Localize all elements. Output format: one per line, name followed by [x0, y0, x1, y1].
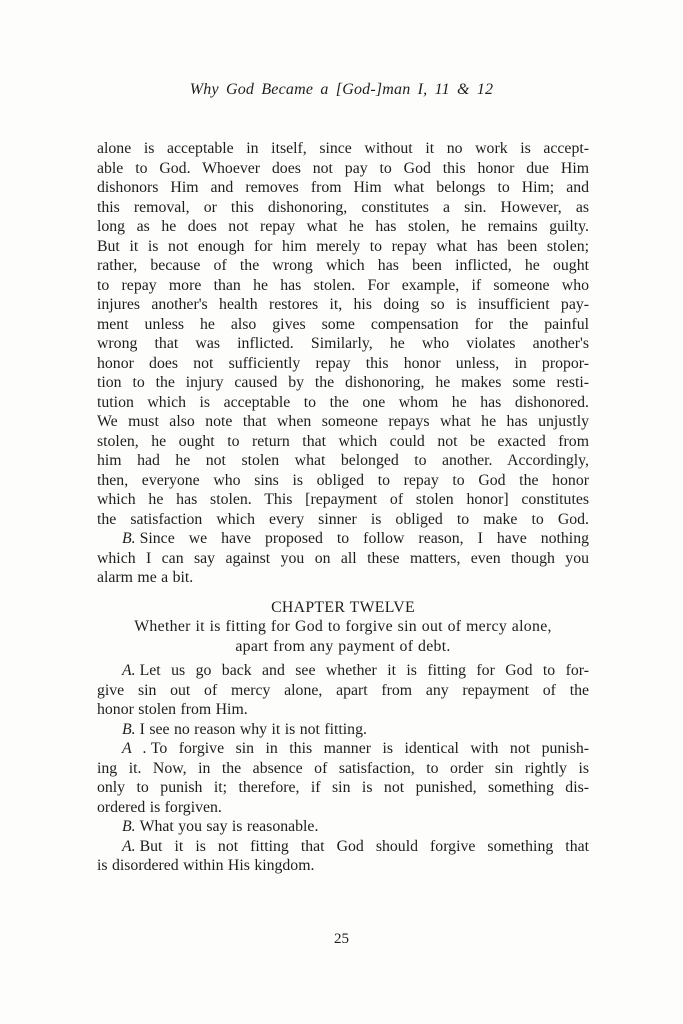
text-line: [97, 471, 589, 491]
text-line: [97, 354, 589, 374]
text-line: [97, 334, 589, 354]
line-text: But it is not enough for him merely to repay what has been stolen;: [97, 237, 589, 255]
running-header: Why God Became a [God-]man I, 11 & 12: [189, 81, 494, 98]
text-line: [97, 432, 589, 452]
text-line: [97, 817, 589, 837]
line-text: Let us go back and see whether it is fitting for God to for-: [139, 662, 589, 679]
line-text: apart from any payment of debt.: [235, 637, 451, 655]
line-text: tution which is acceptable to the one whom he has dishonored.: [97, 393, 589, 411]
text-line: [97, 217, 589, 237]
line-text: ment unless he also gives some compensation for the painful: [97, 315, 589, 333]
line-text: which I can say against you on all these matters, even though you: [97, 549, 589, 567]
line-text: which he has stolen. This [repayment of stolen honor] constitutes: [97, 491, 589, 508]
speaker-label: B.: [122, 818, 136, 835]
chapter-heading-line: [97, 598, 589, 618]
text-line: [97, 393, 589, 413]
line-text: this removal, or this dishonoring, constitutes a sin. However, as: [97, 198, 589, 216]
text-block: [97, 139, 589, 876]
line-text: CHAPTER TWELVE: [271, 598, 415, 616]
text-line: [97, 373, 589, 393]
line-text: only to punish it; therefore, if sin is not punished, something dis-: [97, 779, 589, 796]
line-text: To forgive sin in this manner is identical with not punish-: [150, 740, 590, 757]
text-line: [97, 529, 589, 549]
text-line: [97, 276, 589, 296]
line-text: But it is not fitting that God should forgive something that: [139, 837, 589, 855]
text-line: [97, 178, 589, 198]
line-text: honor does not sufficiently repay this honor unless, in propor-: [97, 354, 589, 372]
line-text: alarm me a bit.: [97, 569, 194, 586]
text-line: [97, 315, 589, 335]
line-text: is disordered within His kingdom.: [97, 857, 315, 874]
text-line: [97, 237, 589, 257]
text-line: [97, 295, 589, 315]
line-text: ordered is forgiven.: [97, 798, 222, 816]
line-text: Since we have proposed to follow reason, I have nothing: [139, 530, 589, 547]
line-text: him had he not stolen what belonged to another. Accordingly,: [97, 452, 589, 469]
line-text: tion to the injury caused by the dishonoring, he makes some resti-: [97, 374, 589, 391]
line-text: injures another's health restores it, his doing so is insufficient pay-: [97, 296, 589, 313]
line-text: We must also note that when someone repays what he has unjustly: [97, 413, 589, 430]
speaker-label: B.: [122, 720, 136, 738]
line-text: long as he does not repay what he has stolen, he remains guilty.: [97, 218, 589, 235]
text-line: [97, 256, 589, 276]
speaker-label: B.: [122, 530, 136, 547]
text-line: [97, 837, 589, 857]
text-line: [97, 700, 589, 720]
line-text: wrong that was inflicted. Similarly, he who violates another's: [97, 335, 589, 352]
text-line: [97, 739, 589, 759]
chapter-heading-line: [97, 617, 589, 637]
text-line: [97, 510, 589, 530]
text-line: [97, 661, 589, 681]
text-line: [97, 720, 589, 740]
chapter-heading-line: [97, 637, 589, 657]
text-line: [97, 681, 589, 701]
line-text: What you say is reasonable.: [139, 818, 319, 835]
line-text: honor stolen from Him.: [97, 701, 248, 718]
text-line: [97, 568, 589, 588]
line-text: able to God. Whoever does not pay to God this honor due Him: [97, 159, 589, 177]
line-text: to repay more than he has stolen. For example, if someone who: [97, 276, 589, 294]
text-line: [97, 198, 589, 218]
line-text: alone is acceptable in itself, since without it no work is accept-: [97, 140, 589, 157]
text-line: [97, 139, 589, 159]
line-text: dishonors Him and removes from Him what belongs to Him; and: [97, 179, 589, 196]
speaker-label: A.: [122, 662, 136, 679]
line-text: I see no reason why it is not fitting.: [139, 720, 367, 738]
text-line: [97, 778, 589, 798]
text-line: [97, 798, 589, 818]
text-line: [97, 412, 589, 432]
line-text: give sin out of mercy alone, apart from any repayment of the: [97, 681, 589, 699]
line-text: ing it. Now, in the absence of satisfaction, to order sin rightly is: [97, 759, 589, 777]
speaker-label: A .: [122, 740, 147, 757]
line-text: then, everyone who sins is obliged to repay to God the honor: [97, 471, 589, 489]
text-line: [97, 451, 589, 471]
line-text: stolen, he ought to return that which could not be exacted from: [97, 432, 589, 450]
line-text: rather, because of the wrong which has been inflicted, he ought: [97, 257, 589, 274]
speaker-label: A.: [122, 837, 136, 855]
text-line: [97, 856, 589, 876]
page-number: 25: [334, 931, 349, 947]
text-line: [97, 759, 589, 779]
text-line: [97, 159, 589, 179]
text-line: [97, 490, 589, 510]
text-line: [97, 549, 589, 569]
line-text: Whether it is fitting for God to forgive sin out of mercy alone,: [134, 618, 552, 635]
line-text: the satisfaction which every sinner is obliged to make to God.: [97, 510, 589, 528]
